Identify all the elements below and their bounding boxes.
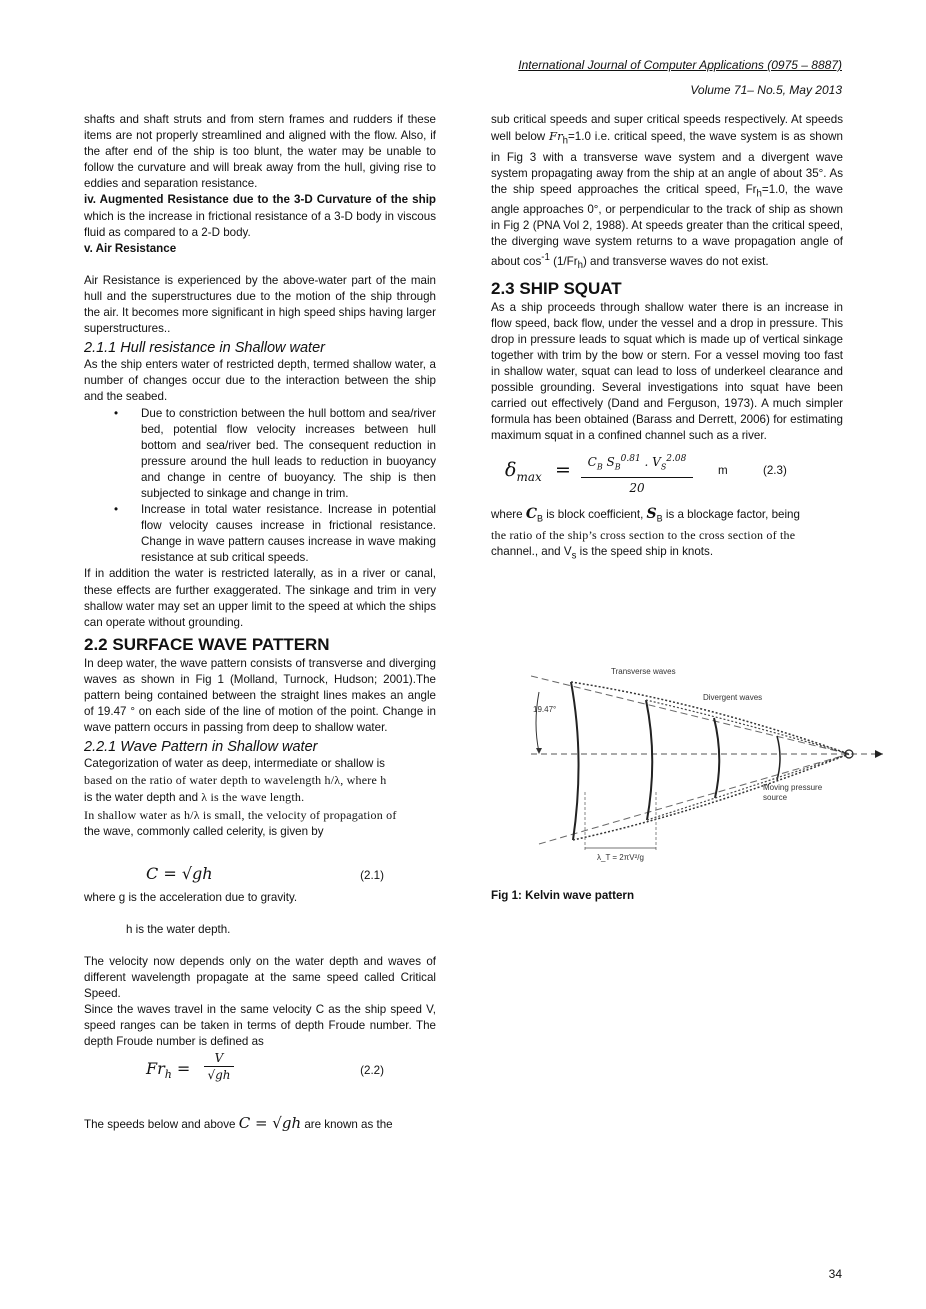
transverse-wave-2 [646,700,652,820]
subscript: s [571,550,577,562]
equation-equals: = [555,459,571,482]
list-item-text: Increase in total water resistance. Increase in potential flow velocity causes increase in frictional resistance. Change in wave pattern causes increase in wave making resistance at sub critical speeds. [141,503,436,565]
label-transverse: Transverse waves [611,667,676,676]
text-line: the wave, commonly called celerity, is given by [84,824,324,838]
text-line: is the water depth and [84,791,199,805]
text-line: the ratio of the ship’s cross section to the cross section of the [491,527,796,542]
equation-subscript: h [164,1067,172,1081]
bullet-list [84,406,436,567]
inline-symbol: S [646,506,657,523]
list-item [114,502,436,566]
equation-fraction [581,450,693,497]
text-span: =1.0 i.e. critical speed, the wave system is as shown in Fig 3 with a transverse wave system and a divergent wave system propagating away from the ship at an angle of about 35°. As the ship speed approaches the critical speed, Fr [491,130,843,196]
equation-symbol: Fr [146,1058,165,1078]
equation-2-2 [84,1051,436,1091]
bullet-icon: • [114,503,119,517]
direction-arrow-icon [875,750,883,758]
divergent-wave-lower [573,754,849,840]
fraction-numerator: $C_B$ $S_B^{0.81}$ . $V_S^{2.08}$ [581,450,693,477]
figure-caption: Fig 1: Kelvin wave pattern [491,889,635,902]
text-span: channel., and V [491,544,572,558]
equation-number: (2.3) [763,464,787,478]
fraction-numerator: V [204,1051,234,1067]
inline-equation: Fr [549,129,563,144]
page-number: 34 [828,1267,842,1281]
text-line: based on the ratio of water depth to wavelength h/λ, where h [84,773,387,788]
equation-fraction [204,1051,234,1083]
paragraph [84,192,436,240]
text-span: are known as the [301,1117,393,1131]
equation-equals: = [171,1058,191,1078]
section-heading: 2.3 SHIP SQUAT [491,278,622,298]
text-span: The speeds below and above [84,1117,239,1131]
label-angle: 19.47° [533,705,557,714]
label-source: source [763,793,788,802]
section-heading: 2.2.1 Wave Pattern in Shallow water [84,739,318,756]
text-span: =1.0, the wave angle approaches 0°, or perpendicular to the track of ship as shown in Fig 2 (PNA Vol 2, 1988). At speeds greater than the critical speed, the diverging wave system returns to a wave propagation angle of about cos [491,182,843,269]
equation-lhs [505,459,542,485]
paragraph: Air Resistance is experienced by the above-water part of the main hull and the superstructures due to the motion of the ship through the air. It becomes more significant in high speed ships having larger superstructures.. [84,273,436,336]
transverse-wave-1 [571,682,579,840]
subscript: h [562,135,568,147]
bullet-icon: • [114,406,119,420]
equation-body: C = √gh [146,863,213,883]
fraction-denominator: 20 [629,480,645,495]
subscript: h [756,188,762,199]
paragraph: If in addition the water is restricted laterally, as in a river or canal, these effects are further exaggerated. The sinkage and trim in very shallow water may set an upper limit to the speed at which the ships can operate without grounding. [84,567,436,629]
angle-arrow-icon [536,748,542,754]
paragraph: where g is the acceleration due to gravity. [84,890,298,904]
paragraph: As a ship proceeds through shallow water there is an increase in flow speed, back flow, under the vessel and a drop in pressure. This drop in pressure leads to squat which is made up of vertical sinkage together with trim by the bow or stern. For a vessel moving too fast in shallow water, squat can lead to loss of underkeel clearance and possible grounding. Several investigations into squat have been carried out effectively (Dand and Ferguson, 1973). A much simpler formula has been obtained (Barass and Derrett, 2006) for estimating maximum squat in a confined channel such as a river. [491,300,843,443]
inline-symbol: C [525,506,537,523]
superscript: -1 [541,252,550,264]
transverse-wave-3 [714,718,719,798]
item-heading: iv. Augmented Resistance due to the 3-D Curvature of the ship [84,193,436,207]
text-line: Categorization of water as deep, intermediate or shallow is [84,757,385,771]
angle-arc [536,692,539,752]
item-text: which is the increase in frictional resistance of a 3-D body in viscous fluid as compared to a 2-D body. [84,209,436,239]
fraction-denominator: √gh [207,1067,231,1082]
paragraph: shafts and shaft struts and from stern frames and rudders if these items are not properly streamlined and aligned with the flow. Also, if the after end of the ship is too blunt, the water may be unable to follow the curvature and will break away from the hull, giving rise to eddies and separation resistance. [84,113,436,191]
equation-symbol: δ [505,459,517,482]
subscript: B [536,513,543,524]
text-span: is block coefficient, [542,508,647,522]
paragraph: The velocity now depends only on the water depth and waves of different wavelength propagate at the same speed called Critical Speed. [84,954,436,1001]
equation-lhs [146,1058,191,1083]
list-item-text: Due to constriction between the hull bottom and sea/river bed, potential flow velocity increases between hull bottom and sea/river bed. The consequent reduction in pressure around the hull leads to reduction in buoyancy and change in centre of buoyancy. The ship is then subjected to sinkage and change in trim. [141,406,436,500]
paragraph: h is the water depth. [126,922,231,936]
text-span: (1/Fr [549,255,578,269]
paragraph [491,112,843,275]
equation-number: (2.1) [360,868,384,882]
equation-number: (2.2) [360,1063,384,1077]
section-heading: 2.2 SURFACE WAVE PATTERN [84,634,330,654]
divergent-wave-inner-upper [646,700,849,754]
list-item [114,406,436,503]
subscript: h [577,260,583,272]
text-line: In shallow water as h/λ is small, the velocity of propagation of [84,807,397,822]
text-span: is the speed ship in knots. [576,544,714,558]
paragraph: As the ship enters water of restricted depth, termed shallow water, a number of changes occur due to the interaction between the ship and the seabed. [84,358,436,404]
section-heading: 2.1.1 Hull resistance in Shallow water [84,340,325,357]
text-span: sub critical speeds and super critical speeds respectively. At speeds well below [491,113,843,144]
equation-2-3 [491,450,843,496]
equation-2-1 [84,863,436,890]
boundary-lower [539,754,849,844]
paragraph [84,756,436,839]
equation-unit: m [718,464,728,478]
journal-title: International Journal of Computer Applications (0975 – 8887) [518,58,842,72]
text-span: is a blockage factor, being [662,508,800,522]
subscript: B [656,513,663,524]
equation-subscript: max [516,470,542,485]
item-heading [84,241,436,257]
label-moving: Moving pressure [763,783,823,792]
volume-issue: Volume 71– No.5, May 2013 [690,83,842,97]
paragraph [84,1115,436,1133]
left-column [84,112,436,1133]
text-line: λ is the wave length. [198,790,305,805]
transverse-wave-4 [777,736,780,780]
right-column [491,112,843,902]
label-divergent: Divergent waves [703,693,763,702]
paragraph: Since the waves travel in the same velocity C as the ship speed V, speed ranges can be taken in terms of depth Froude number. The depth Froude number is defined as [84,1003,436,1049]
label-lambda: λ_T = 2πV²/g [597,853,644,862]
kelvin-wave-figure [531,662,883,882]
paragraph: In deep water, the wave pattern consists of transverse and diverging waves as shown in Fig 1 (Molland, Turnock, Hudson; 2001).The pattern being contained between the straight lines makes an angle of 19.47 ° on each side of the line of motion of the point. Change in wave pattern occurs in passing from deep to shallow water. [84,656,436,735]
inline-equation: C = √gh [238,1113,302,1132]
item-heading-text: v. Air Resistance [84,241,177,255]
paragraph [491,506,843,564]
text-span: where [491,508,526,522]
text-span: ) and transverse waves do not exist. [582,255,769,269]
